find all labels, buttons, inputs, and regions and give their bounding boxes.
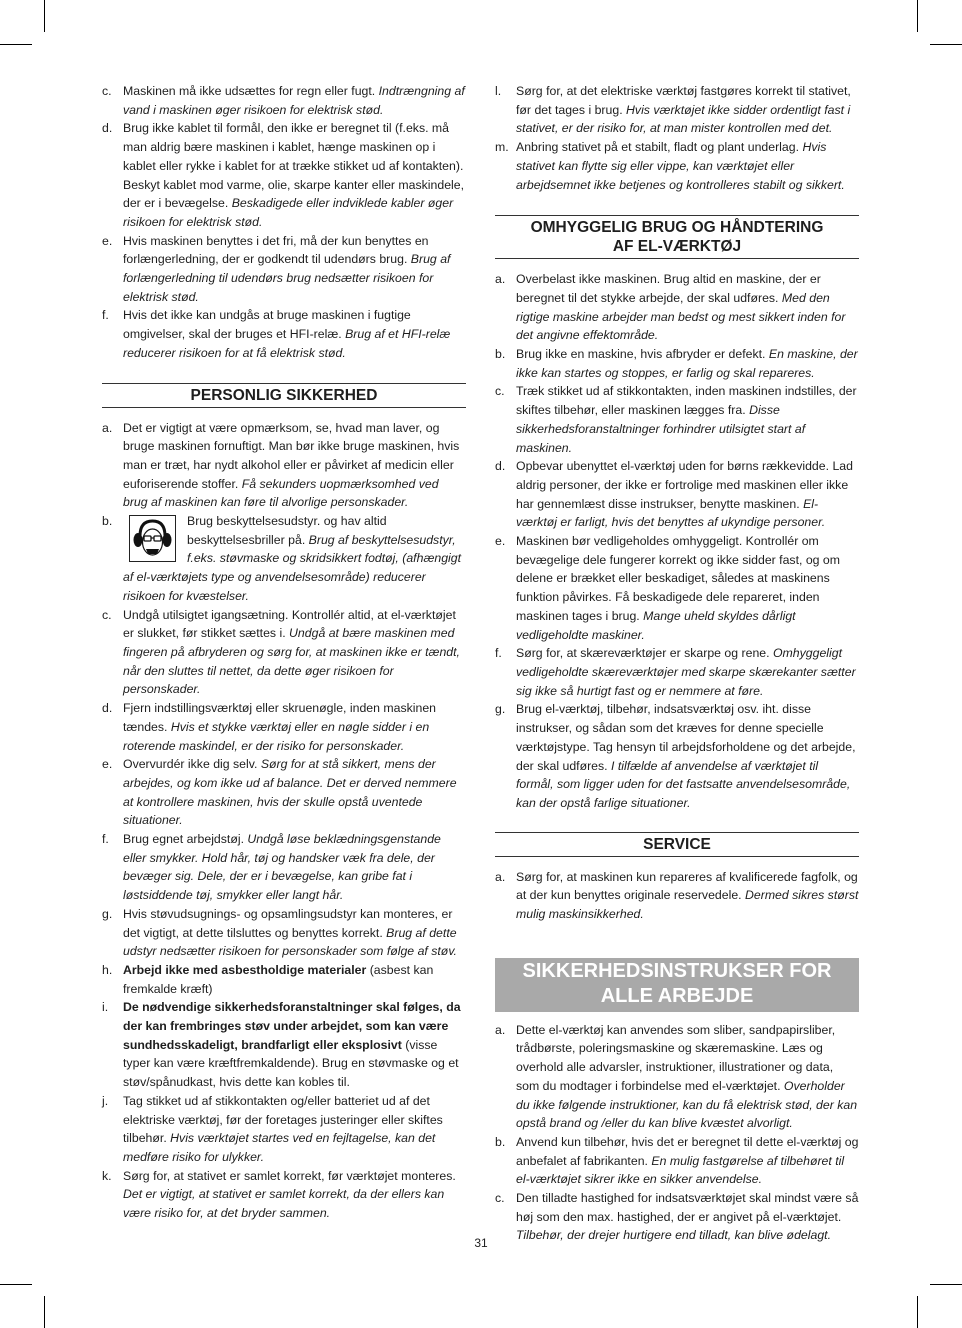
item-label: b. bbox=[495, 347, 506, 362]
personal-safety-item bbox=[102, 905, 466, 961]
stand-safety-item bbox=[495, 138, 859, 194]
item-italic-text: Brug af beskyttelsesudstyr, f.eks. støvmaske og skridsikkert fodtøj, (afhængigt af el-værktøjets type og anvendelsesområde) reducerer risikoen for kvæstelser. bbox=[123, 532, 462, 603]
item-italic-text: Undgå løse beklædningsgenstande eller smykker. Hold hår, tøj og handsker væk fra dele, der bevæger sig. Dele, der er i bevægelse, kan gribe fat i løstsiddende tøj, smykker eller langt hår. bbox=[123, 832, 441, 903]
item-text: Sørg for, at skæreværktøjer er skarpe og rene. bbox=[516, 646, 773, 661]
item-italic-text: Undgå at bære maskinen med fingeren på afbryderen og sørg for, at maskinen ikke er tændt, når den sluttes til nettet, da dette øger risikoen for personskader. bbox=[123, 626, 460, 697]
item-text: Træk stikket ud af stikkontakten, inden maskinen indstilles, der skiftes tilbehør, eller maskinen lægges fra. bbox=[516, 384, 857, 418]
item-text: Det er vigtigt at være opmærksom, se, hvad man laver, og bruge maskinen fornuftigt. Man bør ikke bruge maskinen, hvis man er træt, har nydt alkohol eller er påvirket af medicin eller euforiserende stoffer. bbox=[123, 420, 460, 491]
item-italic-text: Det er vigtigt, at stativet er samlet korrekt, da der ellers kan være risiko for, at det bryder sammen. bbox=[123, 1187, 445, 1221]
item-text: Den tilladte hastighed for indsatsværktøjet skal mindst være så høj som den max. hastighed, der er angivet på el-værktøjet. bbox=[516, 1191, 859, 1224]
personal-safety-item bbox=[102, 998, 466, 1092]
item-text: Anbring stativet på et stabilt, fladt og plant underlag. bbox=[516, 140, 803, 155]
item-text: Anvend kun tilbehør, hvis det er beregnet til dette el-værktøj og anbefalet af fabrikanten. bbox=[516, 1134, 859, 1168]
left-column bbox=[102, 82, 466, 1223]
crop-mark bbox=[44, 0, 45, 32]
item-label: b. bbox=[102, 514, 113, 529]
stand-safety-item bbox=[495, 82, 859, 138]
item-label: k. bbox=[102, 1168, 112, 1183]
personal-safety-item bbox=[102, 1092, 466, 1167]
item-label: c. bbox=[495, 1191, 505, 1206]
item-text: Brug ikke kablet til formål, den ikke er beregnet til (f.eks. må man aldrig bære maskinen i kablet, hænge maskinen op i kablet eller rykke i kablet for at trække stikket ud af kontakten). Beskyt kablet mod varme, olie, skarpe kanter eller maskindele, der er i bevægelse. bbox=[123, 121, 465, 211]
item-italic-text: Omhyggeligt vedligeholdte skæreværktøjer med skarpe skærekanter sætter sig ikke så hurtigt fast og er nemmere at føre. bbox=[516, 646, 856, 698]
item-italic-text: Brug af dette udstyr nedsætter risikoen for personskader som følge af støv. bbox=[123, 925, 457, 959]
item-label: b. bbox=[495, 1134, 506, 1149]
tool-care-heading-line2: AF EL-VÆRKTØJ bbox=[612, 238, 742, 256]
item-italic-text: Sørg for at stå sikkert, mens der arbejdes, og kom ikke ud af balance. Det er derved nemmere at kontrollere maskinen, hvis der skulle opstå uventede situationer. bbox=[123, 757, 457, 828]
item-bold-text: Arbejd ikke med asbestholdige materialer bbox=[123, 962, 367, 977]
crop-mark bbox=[917, 1296, 918, 1328]
right-column bbox=[495, 82, 859, 1245]
personal-safety-item bbox=[102, 1167, 466, 1223]
item-label: e. bbox=[495, 534, 506, 549]
item-text: Hvis støvudsugnings- og opsamlingsudstyr kan monteres, er det vigtigt, at dette tilsluttes og benyttes korrekt. bbox=[123, 906, 453, 940]
tool-care-heading-line1: OMHYGGELIG BRUG OG HÅNDTERING bbox=[530, 219, 824, 237]
item-text: Sørg for, at stativet er samlet korrekt, før værktøjet monteres. bbox=[123, 1168, 456, 1183]
item-text: Brug egnet arbejdstøj. bbox=[123, 832, 248, 847]
item-text: Overvurdér ikke dig selv. bbox=[123, 757, 261, 772]
crop-mark bbox=[0, 1284, 32, 1285]
tool-care-heading bbox=[495, 215, 859, 259]
item-italic-text: Beskadigede eller indviklede kabler øger risikoen for elektrisk stød. bbox=[123, 196, 454, 229]
page-number: 31 bbox=[474, 1236, 488, 1250]
item-label: j. bbox=[102, 1093, 109, 1108]
item-label: e. bbox=[102, 757, 113, 772]
crop-mark bbox=[917, 0, 918, 32]
item-italic-text: Overholder du ikke følgende instruktioner, kan du få elektrisk stød, der kan opstå brand og /eller du kan blive kvæstet alvorligt. bbox=[516, 1078, 858, 1131]
item-label: f. bbox=[102, 832, 109, 847]
item-text: (visse typer kan være kræftfremkaldende). Brug en støvmaske og et støv/spånudkast, hvis dette kan kobles til. bbox=[123, 1037, 459, 1090]
item-text: Sørg for, at maskinen kun repareres af kvalificerede fagfolk, og at der kun benyttes originale reservedele. bbox=[516, 869, 858, 903]
item-text: Undgå utilsigtet igangsætning. Kontrollér altid, at el-værktøjet er slukket, før stikket sættes i. bbox=[123, 607, 456, 641]
item-text: (asbest kan fremkalde kræft) bbox=[123, 962, 434, 996]
item-label: l. bbox=[495, 84, 502, 98]
item-italic-text: Med den rigtige maskine arbejder man bedst og mest sikkert inden for det angivne effektområde. bbox=[516, 290, 846, 343]
item-label: e. bbox=[102, 233, 113, 248]
item-label: f. bbox=[495, 646, 502, 661]
electrical-safety-item bbox=[102, 232, 466, 307]
item-label: a. bbox=[495, 272, 506, 287]
item-italic-text: Hvis et stykke værktøj eller en nøgle sidder i en roterende maskindel, er der risiko for personskader. bbox=[123, 719, 430, 753]
item-label: a. bbox=[495, 869, 506, 884]
all-work-list bbox=[495, 1021, 859, 1245]
item-text: Brug beskyttelsesudstyr. og hav altid beskyttelsesbriller på. bbox=[187, 514, 387, 547]
item-italic-text: En mulig fastgørelse af tilbehøret til el-værktøjet sikrer ikke en sikker anvendelse. bbox=[516, 1153, 845, 1187]
item-text: Sørg for, at det elektriske værktøj fastgøres korrekt til stativet, før det tages i brug. bbox=[516, 84, 851, 117]
item-italic-text: Dermed sikres størst mulig maskinsikkerhed. bbox=[516, 888, 859, 922]
item-label: d. bbox=[102, 121, 113, 136]
item-italic-text: I tilfælde af anvendelse af værktøjet til formål, som ligger uden for det fastsatte anvendelsesområde, kan der opstå farlige situationer. bbox=[516, 758, 851, 810]
item-label: h. bbox=[102, 962, 113, 977]
item-label: a. bbox=[495, 1022, 506, 1037]
all-work-banner-line1: SIKKERHEDSINSTRUKSER FOR bbox=[522, 959, 832, 982]
personal-safety-item bbox=[102, 830, 466, 905]
service-item bbox=[495, 868, 859, 924]
service-list bbox=[495, 868, 859, 924]
stand-safety-list bbox=[495, 82, 859, 194]
item-label: f. bbox=[102, 308, 109, 323]
all-work-banner bbox=[495, 958, 859, 1012]
tool-care-item bbox=[495, 345, 859, 382]
item-italic-text: Hvis stativet kan flytte sig eller vippe, kan værktøjet eller arbejdsemnet ikke betjenes og kontrolleres stabilt og sikkert. bbox=[516, 140, 845, 192]
crop-mark bbox=[44, 1296, 45, 1328]
personal-safety-item bbox=[102, 419, 466, 513]
crop-mark bbox=[930, 44, 962, 45]
item-italic-text: Tilbehør, der drejer hurtigere end tilladt, kan blive ødelagt. bbox=[516, 1228, 831, 1243]
item-bold-text: De nødvendige sikkerhedsforanstaltninger skal følges, da der kan frembringes støv under arbejdet, som kan være sundhedsskadeligt, brandfarligt eller eksplosivt bbox=[123, 1000, 461, 1052]
item-label: a. bbox=[102, 420, 113, 435]
item-label: c. bbox=[495, 384, 505, 399]
item-text: Hvis det ikke kan undgås at bruge maskinen i fugtige omgivelser, skal der bruges et HFI-relæ. bbox=[123, 308, 411, 342]
item-text: Dette el-værktøj kan anvendes som sliber, sandpapirsliber, trådbørste, poleringsmaskine og skæremaskine. Læs og overhold alle advarsler, instruktioner, illustrationer og data, som du modtager i forbindelse med el-værktøjet. bbox=[516, 1022, 836, 1093]
item-text: Brug el-værktøj, tilbehør, indsatsværktøj osv. iht. disse instrukser, og sådan som det kræves for denne specielle værktøjstype. Tag hensyn til arbejdsforholdene og det arbejde, der skal udføres. bbox=[516, 702, 856, 773]
item-italic-text: Indtrængning af vand i maskinen øger risikoen for elektrisk stød. bbox=[123, 84, 465, 117]
tool-care-item bbox=[495, 382, 859, 457]
protective-equipment-icon bbox=[129, 515, 176, 562]
electrical-safety-list bbox=[102, 82, 466, 363]
personal-safety-item bbox=[102, 512, 466, 606]
item-italic-text: En maskine, der ikke kan startes og stoppes, er farlig og skal repareres. bbox=[516, 347, 858, 380]
service-heading: SERVICE bbox=[495, 832, 859, 857]
item-italic-text: Brug af et HFI-relæ reducerer risikoen for at få elektrisk stød. bbox=[123, 327, 451, 360]
item-text: Maskinen må ikke udsættes for regn eller fugt. bbox=[123, 84, 379, 98]
all-work-item bbox=[495, 1021, 859, 1133]
electrical-safety-item bbox=[102, 82, 466, 119]
personal-safety-item bbox=[102, 699, 466, 755]
item-text: Maskinen bør vedligeholdes omhyggeligt. Kontrollér om bevægelige dele fungerer korrekt og ikke sidder fast, og om delene er brækket eller beskadiget, således at maskinens funktion påvirkes. Få beskadigede dele repareret, inden maskinen tages i brug. bbox=[516, 534, 840, 623]
item-label: c. bbox=[102, 84, 112, 98]
tool-care-item bbox=[495, 644, 859, 700]
item-text: Opbevar ubenyttet el-værktøj uden for børns rækkevidde. Lad aldrig personer, der ikke er fortrolige med maskinen eller ikke har gennemlæst disse instrukser, benytte maskinen. bbox=[516, 459, 853, 511]
item-label: c. bbox=[102, 607, 112, 622]
item-text: Brug ikke en maskine, hvis afbryder er defekt. bbox=[516, 347, 769, 362]
item-italic-text: Hvis værktøjet ikke sidder ordentligt fast i stativet, er der risiko for, at man mister kontrollen med det. bbox=[516, 102, 851, 136]
personal-safety-item bbox=[102, 606, 466, 700]
item-italic-text: Disse sikkerhedsforanstaltninger forhindrer utilsigtet start af maskinen. bbox=[516, 403, 806, 455]
item-italic-text: Få sekunders uopmærksomhed ved brug af maskinen kan føre til alvorlige personskader. bbox=[123, 476, 439, 510]
tool-care-item bbox=[495, 270, 859, 345]
item-label: g. bbox=[102, 906, 113, 921]
item-text: Overbelast ikke maskinen. Brug altid en maskine, der er beregnet til det stykke arbejde, der skal udføres. bbox=[516, 272, 821, 305]
item-italic-text: Hvis værktøjet startes ved en fejltagelse, kan det medføre risiko for ulykker. bbox=[123, 1131, 436, 1164]
item-text: Tag stikket ud af stikkontakten og/eller batteriet ud af det elektriske værktøj, før der foretages justeringer eller skiftes tilbehør. bbox=[123, 1093, 443, 1146]
all-work-item bbox=[495, 1133, 859, 1189]
tool-care-item bbox=[495, 532, 859, 644]
tool-care-item bbox=[495, 457, 859, 532]
item-label: g. bbox=[495, 702, 506, 717]
item-italic-text: Brug af forlængerledning til udendørs brug nedsætter risikoen for elektrisk stød. bbox=[123, 252, 451, 304]
electrical-safety-item bbox=[102, 306, 466, 362]
item-italic-text: El-værktøj er farligt, hvis det benyttes af ukyndige personer. bbox=[516, 496, 826, 530]
all-work-banner-line2: ALLE ARBEJDE bbox=[600, 984, 754, 1007]
item-label: m. bbox=[495, 140, 509, 155]
personal-safety-heading: PERSONLIG SIKKERHED bbox=[102, 383, 466, 408]
personal-safety-item bbox=[102, 755, 466, 830]
item-text: Hvis maskinen benyttes i det fri, må der kun benyttes en forlængerledning, der er godkendt til udendørs brug. bbox=[123, 233, 429, 267]
item-text: Fjern indstillingsværktøj eller skruenøgle, inden maskinen tændes. bbox=[123, 701, 437, 734]
item-label: i. bbox=[102, 1000, 109, 1015]
item-label: d. bbox=[102, 701, 113, 716]
electrical-safety-item bbox=[102, 119, 466, 231]
tool-care-item bbox=[495, 700, 859, 812]
crop-mark bbox=[0, 44, 32, 45]
personal-safety-list bbox=[102, 419, 466, 1223]
item-label: d. bbox=[495, 459, 506, 474]
crop-mark bbox=[930, 1284, 962, 1285]
tool-care-list bbox=[495, 270, 859, 812]
personal-safety-item bbox=[102, 961, 466, 998]
item-italic-text: Mange uheld skyldes dårligt vedligeholdte maskiner. bbox=[516, 608, 796, 642]
